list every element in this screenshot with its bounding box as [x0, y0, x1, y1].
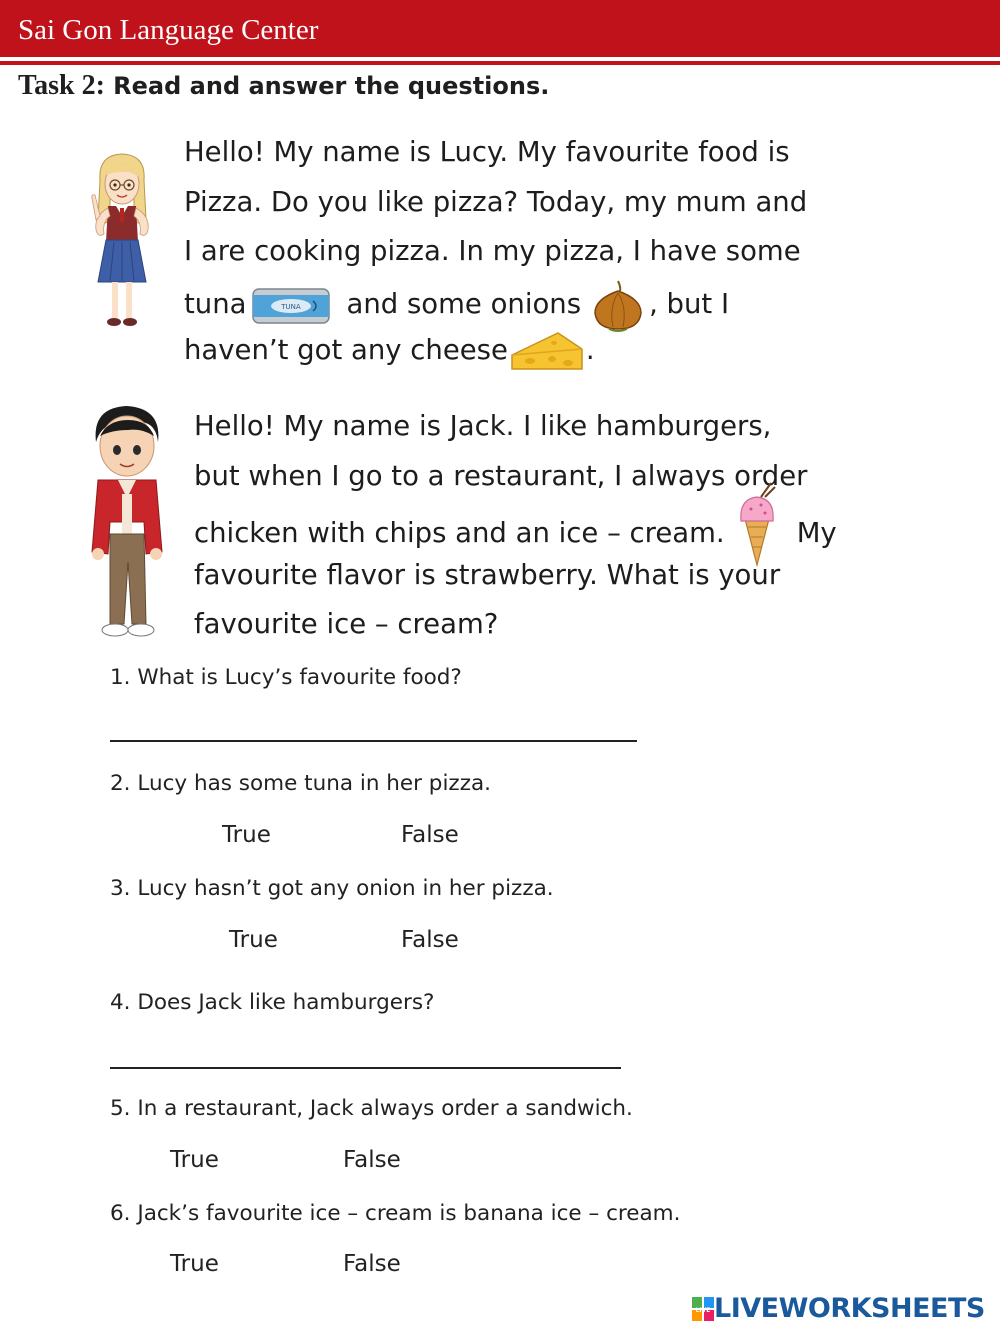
task-label: Task 2:: [18, 70, 105, 101]
jack-boy-illustration: [82, 402, 172, 640]
jack-story-text: chicken with chips and an ice – cream.: [194, 517, 725, 549]
lucy-story-text: tuna: [184, 287, 247, 320]
task-instruction: Read and answer the questions.: [113, 72, 550, 100]
lucy-story-line-tuna-onion: [184, 277, 807, 327]
lucy-story-line: Pizza. Do you like pizza? Today, my mum and: [184, 185, 808, 218]
option-false-5[interactable]: False: [343, 1147, 401, 1173]
option-false-6[interactable]: False: [343, 1251, 401, 1277]
cheese-image: [508, 329, 586, 373]
header-divider: [0, 61, 1000, 65]
lucy-story-text: , but I: [649, 287, 730, 320]
task-heading: [18, 70, 549, 102]
option-true-6[interactable]: True: [170, 1251, 219, 1277]
question-3: 3. Lucy hasn’t got any onion in her pizza.: [110, 876, 554, 901]
question-2: 2. Lucy has some tuna in her pizza.: [110, 771, 492, 796]
logo-letters: LIVE: [695, 1306, 711, 1314]
option-true-2[interactable]: True: [222, 822, 271, 848]
tuna-can-label: TUNA: [280, 302, 301, 311]
lucy-story-text: and some onions: [346, 287, 582, 320]
answer-4-input[interactable]: [110, 1067, 621, 1069]
lucy-story-line-cheese: [184, 326, 807, 376]
onion-image: [587, 277, 649, 333]
answer-1-input[interactable]: [110, 740, 637, 742]
lucy-story-line: I are cooking pizza. In my pizza, I have some: [184, 235, 801, 267]
liveworksheets-brand-text: LIVEWORKSHEETS: [714, 1293, 985, 1324]
lucy-story-text: haven’t got any cheese: [184, 334, 508, 366]
liveworksheets-logo-icon: [692, 1297, 714, 1321]
option-false-3[interactable]: False: [401, 927, 459, 953]
option-true-5[interactable]: True: [170, 1147, 219, 1173]
jack-story-line: favourite flavor is strawberry. What is your: [194, 558, 781, 591]
lucy-story-line: Hello! My name is Lucy. My favourite food is: [184, 136, 790, 168]
jack-story: [194, 402, 837, 650]
header-title: Sai Gon Language Center: [18, 14, 319, 46]
jack-story-line: but when I go to a restaurant, I always order: [194, 459, 808, 492]
question-5: 5. In a restaurant, Jack always order a sandwich.: [110, 1096, 633, 1121]
tuna-can-image: [249, 283, 333, 327]
option-false-2[interactable]: False: [401, 822, 459, 848]
lucy-story-text: .: [585, 334, 595, 366]
jack-story-line-icecream: [194, 501, 837, 551]
lucy-story: [184, 128, 807, 376]
jack-story-line: favourite ice – cream?: [194, 608, 499, 640]
jack-story-text: My: [796, 517, 837, 549]
jack-story-line: Hello! My name is Jack. I like hamburgers,: [194, 410, 772, 442]
liveworksheets-logo[interactable]: [692, 1293, 985, 1324]
question-4: 4. Does Jack like hamburgers?: [110, 990, 435, 1015]
question-6: 6. Jack’s favourite ice – cream is banana ice – cream.: [110, 1201, 681, 1226]
option-true-3[interactable]: True: [229, 927, 278, 953]
lucy-girl-illustration: [82, 150, 162, 335]
question-1: 1. What is Lucy’s favourite food?: [110, 665, 462, 690]
